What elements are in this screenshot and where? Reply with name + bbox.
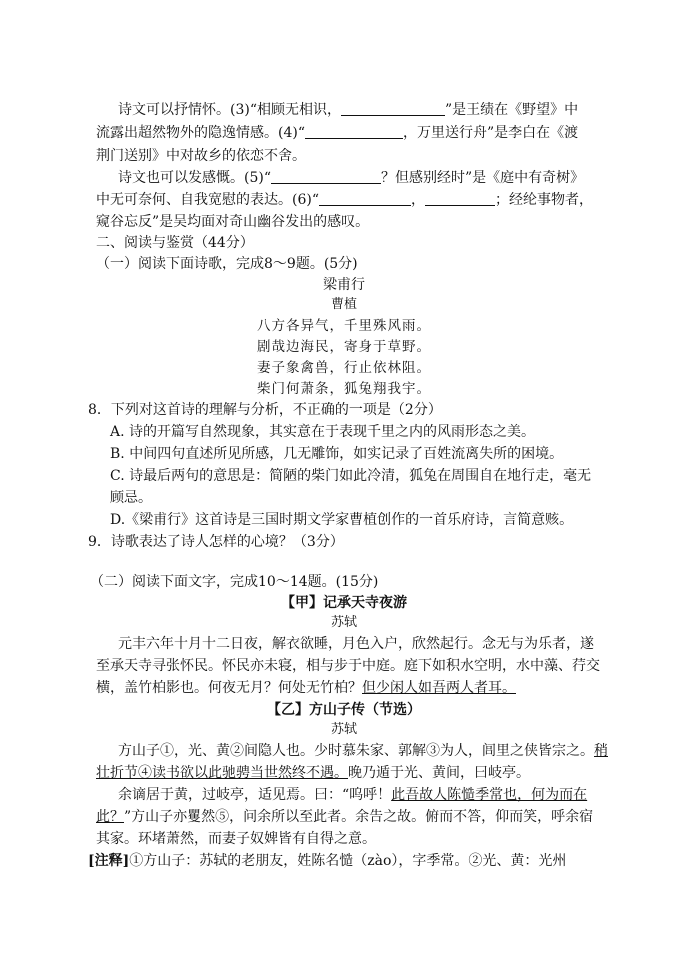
underlined-sentence: 此？ xyxy=(96,809,124,825)
answer-blank[interactable] xyxy=(341,101,445,116)
question-9: 9．诗歌表达了诗人怎样的心境？（3分） xyxy=(88,534,344,550)
passage-yi-title: 【乙】方山子传（节选） xyxy=(267,702,421,718)
poem-line: 妻子象禽兽，行止依林阻。 xyxy=(257,360,431,376)
answer-blank[interactable] xyxy=(319,191,411,206)
poem-line: 八方各异气，千里殊风雨。 xyxy=(257,318,431,334)
annotation: [注释]①方山子：苏轼的老朋友，姓陈名慥（zào），字季常。②光、黄：光州 xyxy=(88,853,567,869)
passage-yi-line: 壮折节④读书欲以此驰骋当世然终不遇。晚乃遁于光、黄间，曰岐亭。 xyxy=(96,765,530,781)
section-heading: 二、阅读与鉴赏（44分） xyxy=(96,235,254,251)
poem-title: 梁甫行 xyxy=(323,277,365,293)
option-d[interactable]: D.《梁甫行》这首诗是三国时期文学家曹植创作的一首乐府诗，言简意赅。 xyxy=(110,512,574,528)
option-b[interactable]: B. 中间四句直述所见所感，几无雕饰，如实记录了百姓流离失所的困境。 xyxy=(110,446,564,462)
option-c[interactable]: C. 诗最后两句的意思是：简陋的柴门如此冷清，狐兔在周围自在地行走，毫无 xyxy=(110,468,592,484)
option-a[interactable]: A. 诗的开篇写自然现象，其实意在于表现千里之内的风雨形态之美。 xyxy=(110,424,536,440)
fill-line-4: 诗文也可以发感慨。(5)“ ？但感别经时”是《庭中有奇树》 xyxy=(118,170,585,186)
part1-instruction: （一）阅读下面诗歌，完成8～9题。(5分) xyxy=(96,256,358,272)
answer-blank[interactable] xyxy=(271,169,381,184)
passage-jia-line: 横，盖竹柏影也。何夜无月？何处无竹柏？但少闲人如吾两人者耳。 xyxy=(96,680,516,696)
poem-author: 曹植 xyxy=(330,297,357,312)
option-c-continued: 顾忌。 xyxy=(110,490,152,506)
annotation-label: [注释] xyxy=(88,853,130,869)
fill-line-3: 荆门送别》中对故乡的依恋不舍。 xyxy=(96,148,306,164)
passage-yi-line: 其家。环堵萧然，而妻子奴婢皆有自得之意。 xyxy=(96,831,376,847)
fill-line-6: 窥谷忘反”是吴均面对奇山幽谷发出的感叹。 xyxy=(96,214,370,230)
passage-jia-author: 苏轼 xyxy=(330,615,357,630)
passage-jia-line: 至承天寺寻张怀民。怀民亦未寝，相与步于中庭。庭下如积水空明，水中藻、荇交 xyxy=(96,658,600,674)
answer-blank[interactable] xyxy=(305,124,403,139)
fill-line-1: 诗文可以抒情怀。(3)“相顾无相识， ”是王绩在《野望》中 xyxy=(118,102,579,118)
question-8-stem: 8．下列对这首诗的理解与分析，不正确的一项是（2分） xyxy=(88,402,442,418)
passage-jia-line: 元丰六年十月十二日夜，解衣欲睡，月色入户，欣然起行。念无与为乐者，遂 xyxy=(118,636,594,652)
underlined-sentence: 稍 xyxy=(594,743,608,759)
poem-line: 柴门何萧条，狐兔翔我宇。 xyxy=(257,381,431,397)
passage-yi-line: 此？”方山子亦矍然⑤，问余所以至此者。余告之故。俯而不答，仰而笑，呼余宿 xyxy=(96,809,594,825)
passage-yi-line: 方山子①，光、黄②间隐人也。少时慕朱家、郭解③为人，闾里之侠皆宗之。稍 xyxy=(118,743,608,759)
underlined-sentence: 壮折节④读书欲以此驰骋当世然终不遇。 xyxy=(96,765,348,781)
passage-yi-author: 苏轼 xyxy=(330,722,357,737)
passage-yi-line: 余谪居于黄，过岐亭，适见焉。曰：“呜呼！此吾故人陈慥季常也，何为而在 xyxy=(118,787,588,803)
part2-instruction: （二）阅读下面文字，完成10～14题。(15分) xyxy=(90,574,379,590)
passage-jia-title: 【甲】记承天寺夜游 xyxy=(281,595,407,611)
poem-line: 剧哉边海民，寄身于草野。 xyxy=(257,339,431,355)
underlined-sentence: 此吾故人陈慥季常也，何为而在 xyxy=(391,787,588,803)
answer-blank[interactable] xyxy=(425,191,495,206)
fill-line-2: 流露出超然物外的隐逸情感。(4)“ ，万里送行舟”是李白在《渡 xyxy=(96,125,579,141)
underlined-sentence: 但少闲人如吾两人者耳。 xyxy=(362,680,516,696)
fill-line-5: 中无可奈何、自我宽慰的表达。(6)“ ， ；经纶事物者， xyxy=(96,192,593,208)
